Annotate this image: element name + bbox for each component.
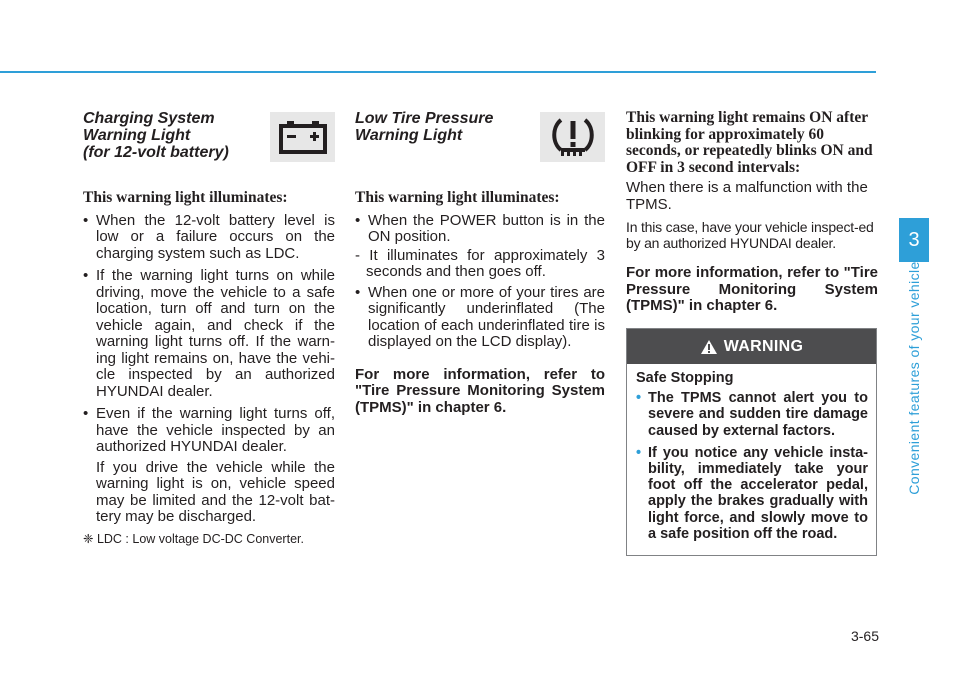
- list-item: • If you notice any vehicle insta-bility, immediately take your foot off the accelerator pedal, apply the brakes gradually with light force, and slowly move to a safe position off the road.: [636, 445, 868, 542]
- title-line: Low Tire Pressure: [355, 110, 494, 127]
- more-info-text: For more information, refer to "Tire Pressure Monitoring System (TPMS)" in chapter 6.: [626, 264, 878, 314]
- tpms-malfunction-section: [626, 110, 878, 315]
- title-line: Warning Light: [355, 127, 463, 144]
- list-item: • If the warning light turns on while driving, move the vehicle to a safe location, turn off and turn on the vehicle again, and check if the warning light turns off. If the warn-ing light remains on, have the vehi-cle inspected by an authorized HYUNDAI dealer.: [83, 268, 335, 400]
- list-item: [355, 213, 605, 281]
- warning-list: [636, 390, 868, 542]
- title-line: Warning Light: [83, 127, 191, 144]
- warning-body: [627, 364, 876, 542]
- list-item: • When the 12-volt battery level is low or a failure occurs on the charging system such as LDC.: [83, 213, 335, 263]
- chapter-tab: 3: [899, 218, 929, 262]
- subheading: This warning light illuminates:: [83, 189, 288, 206]
- low-tire-pressure-header: [355, 110, 605, 190]
- warning-header-label: WARNING: [723, 337, 804, 355]
- warning-title: Safe Stopping: [636, 370, 734, 386]
- warning-box: [626, 328, 877, 556]
- list-item: • The TPMS cannot alert you to severe and sudden tire damage caused by external factors.: [636, 390, 868, 439]
- battery-warning-icon: [270, 112, 335, 162]
- charging-system-title: [83, 110, 258, 161]
- paragraph: If you drive the vehicle while the warning light is on, vehicle speed may be limited and the 12-volt bat-tery may be discharged.: [96, 458, 335, 525]
- list-item-text: When the POWER button is in the ON position.: [368, 211, 605, 245]
- charging-system-section: [83, 110, 335, 547]
- dash-item: - It illuminates for approximately 3 seconds and then goes off.: [355, 246, 605, 280]
- warning-triangle-icon: [700, 339, 718, 355]
- title-line: (for 12-volt battery): [83, 144, 229, 161]
- list-item: • Even if the warning light turns off, have the vehicle inspected by an authorized HYUNDAI dealer.: [83, 406, 335, 456]
- subheading: This warning light remains ON after blinking for approximately 60 seconds, or repeatedly blinks ON and OFF in 3 second intervals:: [626, 109, 873, 176]
- low-tire-pressure-title: [355, 110, 530, 144]
- bullet-list: [83, 213, 335, 456]
- tire-pressure-warning-icon: [540, 112, 605, 162]
- paragraph: In this case, have your vehicle inspect-ed by an authorized HYUNDAI dealer.: [626, 219, 874, 251]
- bullet-list: [355, 213, 605, 351]
- chapter-title: Convenient features of your vehicle: [906, 261, 922, 495]
- more-info-text: For more information, refer to "Tire Pressure Monitoring System (TPMS)" in chapter 6.: [355, 365, 605, 416]
- paragraph: When there is a malfunction with the TPMS.: [626, 179, 868, 213]
- page-number: 3-65: [850, 628, 879, 644]
- title-line: Charging System: [83, 110, 215, 127]
- low-tire-pressure-section: [355, 110, 605, 416]
- charging-system-header: [83, 110, 335, 190]
- list-item: • When one or more of your tires are significantly underinflated (The location of each underinflated tire is displayed on the LCD display).: [355, 285, 605, 351]
- top-rule: [0, 71, 876, 73]
- footnote: ❈ LDC : Low voltage DC-DC Converter.: [83, 531, 304, 546]
- subheading: This warning light illuminates:: [355, 189, 560, 206]
- warning-header: [627, 329, 876, 364]
